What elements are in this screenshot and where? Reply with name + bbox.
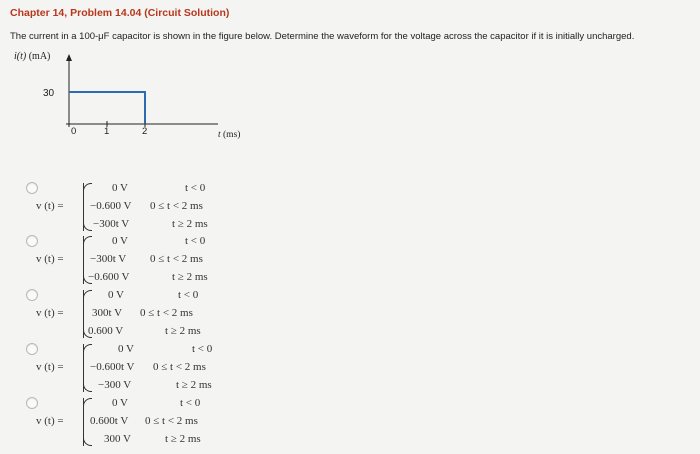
case-value: 0 V (112, 235, 128, 247)
y-axis-label: i(t) (mA) (14, 51, 51, 62)
case-value: 0 V (112, 182, 128, 194)
case-value: −300 V (98, 379, 132, 391)
page-title: Chapter 14, Problem 14.04 (Circuit Solution) (10, 7, 230, 19)
case-value: −0.600 V (88, 271, 130, 283)
equation-lhs: v (t) = (36, 307, 64, 319)
case-condition: t ≥ 2 ms (165, 433, 201, 445)
brace (83, 290, 84, 338)
case-condition: 0 ≤ t < 2 ms (140, 307, 193, 319)
current-waveform-figure (0, 0, 700, 180)
case-value: 0 V (108, 289, 124, 301)
case-value: −0.600 V (90, 200, 132, 212)
case-condition: t < 0 (185, 235, 206, 247)
brace (83, 236, 84, 284)
radio-button[interactable] (26, 235, 38, 247)
current-plot (0, 0, 700, 180)
case-condition: 0 ≤ t < 2 ms (145, 415, 198, 427)
x-tick-label-2: 2 (142, 126, 148, 137)
case-condition: t < 0 (178, 289, 199, 301)
case-condition: t ≥ 2 ms (165, 325, 201, 337)
case-value: −300t V (93, 218, 130, 230)
case-value: 0 V (118, 343, 134, 355)
y-tick-label: 30 (43, 88, 55, 99)
equation-lhs: v (t) = (36, 253, 64, 265)
case-value: 300 V (104, 433, 131, 445)
radio-button[interactable] (26, 397, 38, 409)
case-condition: 0 ≤ t < 2 ms (150, 253, 203, 265)
case-value: 0.600t V (90, 415, 129, 427)
case-condition: t < 0 (180, 397, 201, 409)
case-condition: 0 ≤ t < 2 ms (150, 200, 203, 212)
radio-button[interactable] (26, 343, 38, 355)
brace (83, 344, 84, 392)
case-value: 300t V (92, 307, 123, 319)
equation-lhs: v (t) = (36, 200, 64, 212)
case-condition: t < 0 (192, 343, 213, 355)
brace (83, 398, 84, 446)
x-axis-label: t (ms) (218, 130, 241, 140)
equation-lhs: v (t) = (36, 361, 64, 373)
case-condition: 0 ≤ t < 2 ms (153, 361, 206, 373)
x-tick-label-0: 0 (71, 126, 77, 137)
question-text: The current in a 100-μF capacitor is shown in the figure below. Determine the waveform for the voltage across the capacitor if it is initially uncharged. (10, 31, 635, 42)
equation-lhs: v (t) = (36, 415, 64, 427)
case-condition: t < 0 (185, 182, 206, 194)
case-value: −300t V (90, 253, 127, 265)
case-condition: t ≥ 2 ms (176, 379, 212, 391)
brace (83, 183, 84, 231)
case-value: 0.600 V (88, 325, 124, 337)
current-pulse (69, 92, 145, 123)
case-value: −0.600t V (90, 361, 135, 373)
radio-button[interactable] (26, 289, 38, 301)
case-condition: t ≥ 2 ms (172, 271, 208, 283)
x-tick-label-1: 1 (104, 126, 110, 137)
y-axis-arrow (66, 54, 72, 61)
case-value: 0 V (112, 397, 128, 409)
case-condition: t ≥ 2 ms (172, 218, 208, 230)
radio-button[interactable] (26, 182, 38, 194)
